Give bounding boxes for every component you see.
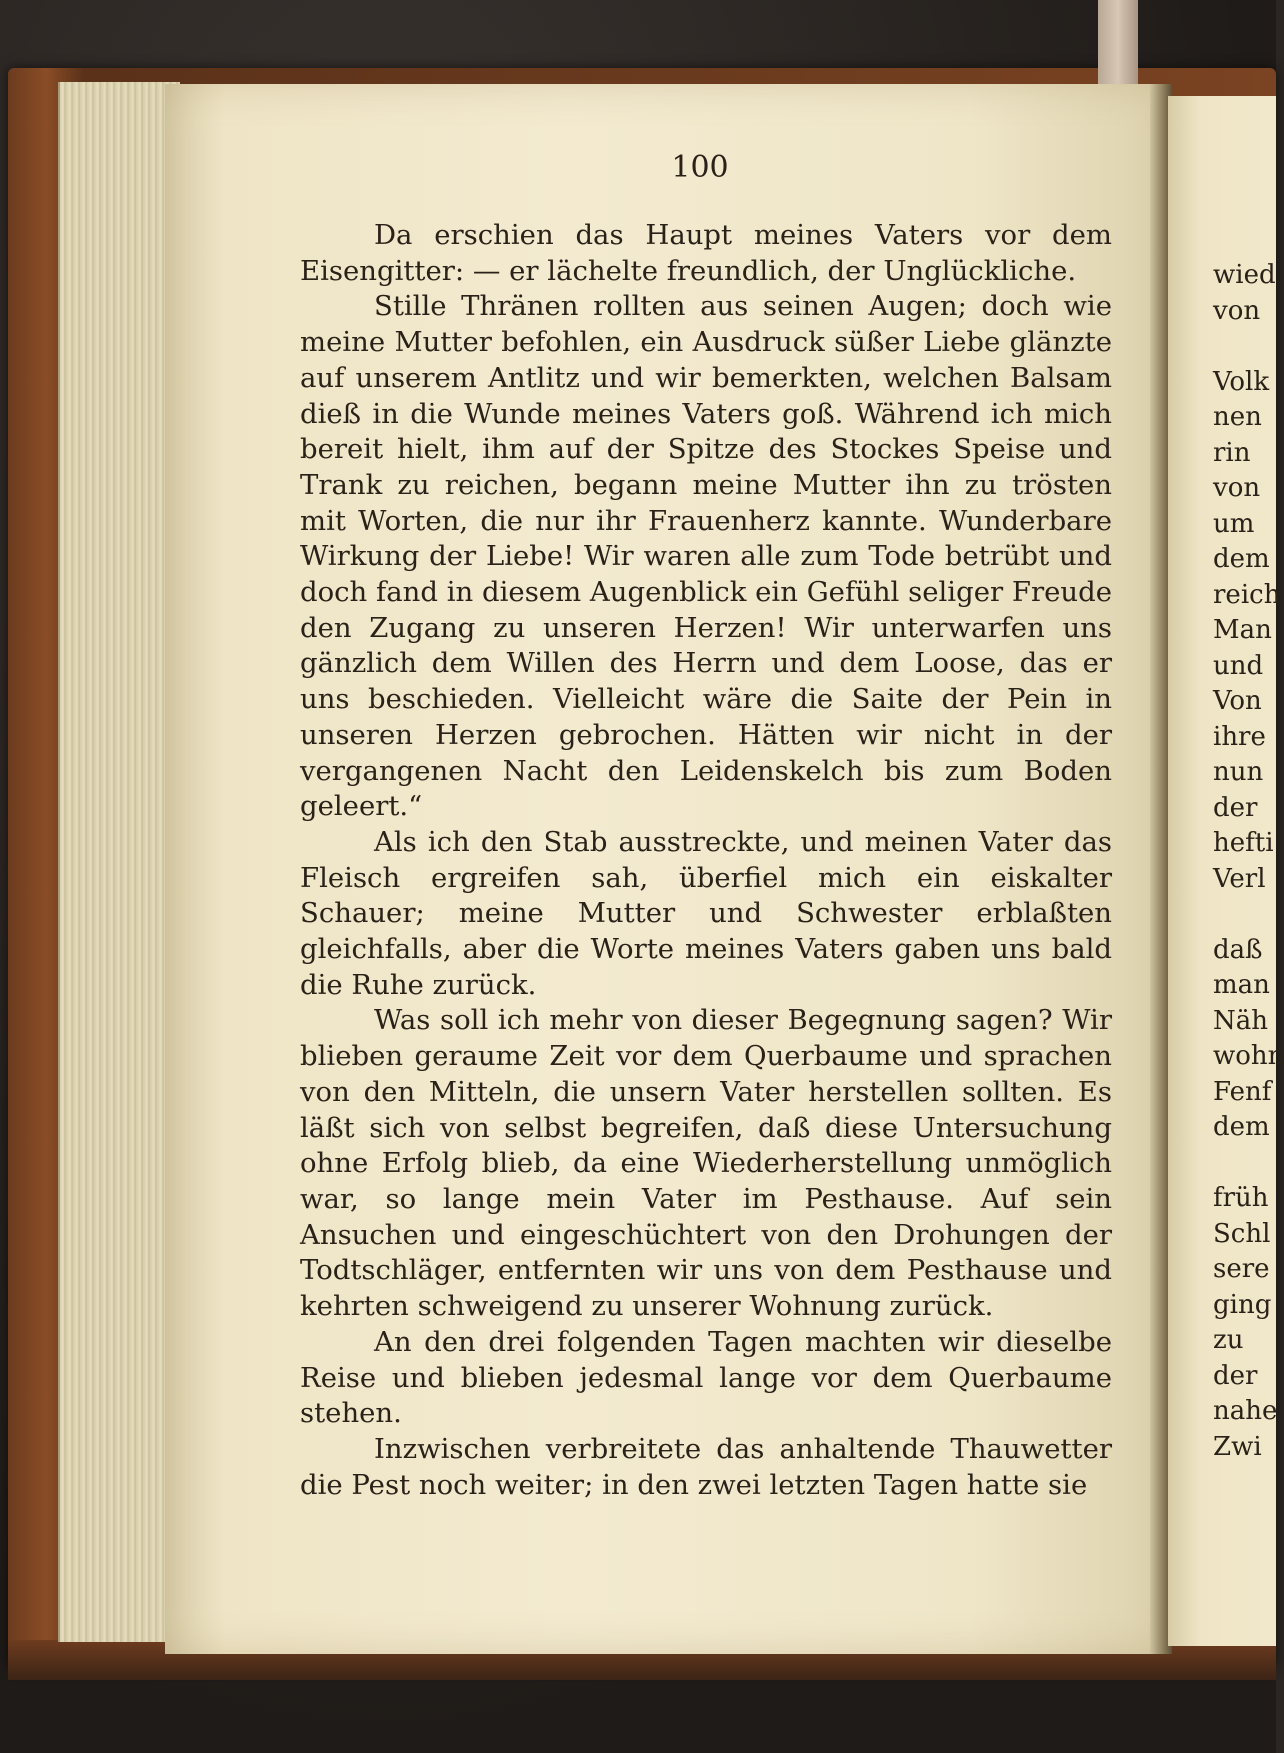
right-page-line: früh <box>1213 1183 1269 1213</box>
page-number: 100 <box>671 150 729 185</box>
right-page-line: Zwi <box>1213 1431 1262 1462</box>
right-page-line: Von <box>1213 686 1262 716</box>
right-page-line <box>1213 1146 1276 1182</box>
right-page-line: nen <box>1213 402 1262 432</box>
right-page-line: dem <box>1213 544 1270 574</box>
right-page-line: rin <box>1213 437 1251 468</box>
right-page-line: Man <box>1213 615 1272 645</box>
right-page-line: Volk <box>1213 366 1270 397</box>
right-page-line <box>1213 897 1276 933</box>
right-page-line: der <box>1213 792 1258 823</box>
page-text <box>300 218 1112 1503</box>
paragraph: Als ich den Stab ausstreckte, und meinen Vater das Fleisch ergreifen sah, überfiel mich ein eiskalter Schauer; meine Mutter und Schwester erblaßten gleichfalls, aber die Worte meines Vaters gaben uns bald die Ruhe zurück. <box>300 825 1112 1001</box>
right-page-text <box>1213 258 1284 1465</box>
right-page-line: sere <box>1213 1254 1270 1284</box>
paragraph: Inzwischen verbreitete das anhaltende Thauwetter die Pest noch weiter; in den zwei letzten Tagen hatte sie <box>300 1432 1112 1501</box>
right-page-line: ihre <box>1213 721 1266 752</box>
right-page-line: der <box>1213 1360 1258 1391</box>
right-page-line: zu <box>1213 1325 1244 1355</box>
paragraph: Stille Thränen rollten aus seinen Augen; doch wie meine Mutter befohlen, ein Ausdruck süßer Liebe glänzte auf unserem Antlitz und wir bemerkten, welchen Balsam dieß in die Wunde meines Vaters goß. Während ich mich bereit hielt, ihm auf der Spitze des Stockes Speise und Trank zu reichen, begann meine Mutter ihn zu trösten mit Worten, die nur ihr Frauenherz kannte. Wunderbare Wirkung der Liebe! Wir waren alle zum Tode betrübt und doch fand in diesem Augenblick ein Gefühl seliger Freude den Zugang zu unseren Herzen! Wir unterwarfen uns gänzlich dem Willen des Herrn und dem Loose, das er uns beschieden. Vielleicht wäre die Saite der Pein in unseren Herzen gebrochen. Hätten wir nicht in der vergangenen Nacht den Leidenskelch bis zum Boden geleert.“ <box>300 290 1112 823</box>
right-page-line: wied <box>1213 260 1276 290</box>
right-page-line: ging <box>1213 1289 1272 1320</box>
right-page-line: von <box>1213 473 1261 503</box>
right-page-line: nahe <box>1213 1396 1278 1426</box>
right-page-line: daß <box>1213 934 1263 965</box>
right-page-line: man <box>1213 970 1270 1000</box>
right-page-line: nun <box>1213 757 1264 787</box>
right-page-line: Schl <box>1213 1218 1271 1249</box>
right-page-line: Fenf <box>1213 1076 1272 1107</box>
right-page-line: um <box>1213 508 1255 539</box>
right-page-line: dem <box>1213 1112 1270 1142</box>
right-page-line <box>1213 329 1276 365</box>
right-page-line: wohn <box>1213 1041 1284 1071</box>
paragraph: An den drei folgenden Tagen machten wir dieselbe Reise und blieben jedesmal lange vor dem Querbaume stehen. <box>300 1325 1112 1430</box>
paragraph: Da erschien das Haupt meines Vaters vor dem Eisengitter: — er lächelte freundlich, der Unglückliche. <box>300 219 1112 287</box>
right-page-line: und <box>1213 650 1264 681</box>
right-page-line: von <box>1213 295 1261 326</box>
paragraph: Was soll ich mehr von dieser Begegnung sagen? Wir blieben geraume Zeit vor dem Querbaume und sprachen von den Mitteln, die unsern Vater herstellen sollten. Es läßt sich von selbst begreifen, daß diese Untersuchung ohne Erfolg blieb, da eine Wiederherstellung unmöglich war, so lange mein Vater im Pesthause. Auf sein Ansuchen und eingeschüchtert von den Drohungen der Todtschläger, entfernten wir uns von dem Pesthause und kehrten schweigend zu unserer Wohnung zurück. <box>300 1004 1112 1323</box>
bookmark-ribbon <box>1098 0 1138 90</box>
right-page-line: Näh <box>1213 1005 1268 1036</box>
page-stack-edge <box>58 82 180 1642</box>
right-page-line: reich <box>1213 579 1281 610</box>
right-page-line: Verl <box>1213 863 1266 894</box>
right-page-line: hefti <box>1213 828 1274 858</box>
